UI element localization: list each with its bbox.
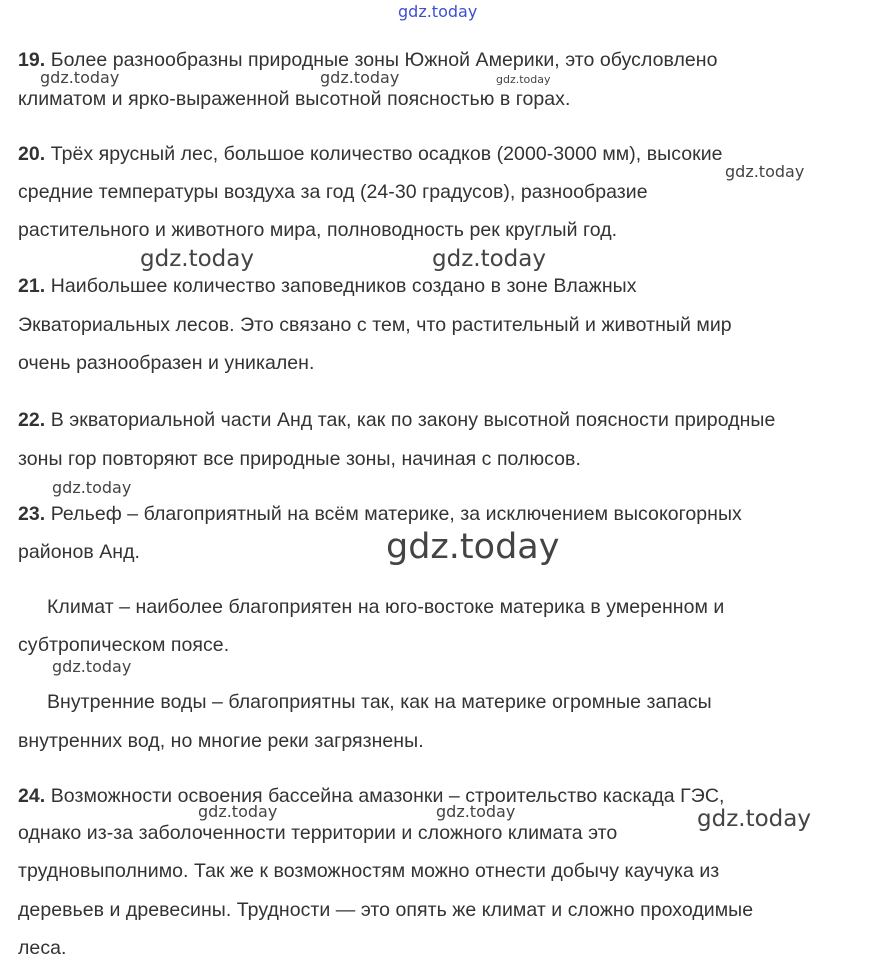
answer-20-line-3: растительного и животного мира, полноводность рек круглый год. xyxy=(18,219,618,241)
answer-20-line-1 xyxy=(18,142,723,166)
answer-20-line-2: средние температуры воздуха за год (24-30 градусов), разнообразие xyxy=(18,181,648,203)
answer-23-waters-line-1: Внутренние воды – благоприятны так, как на материке огромные запасы xyxy=(47,691,712,713)
watermark-text: gdz.today xyxy=(52,478,132,497)
answer-text: Трёх ярусный лес, большое количество осадков (2000-3000 мм), высокие xyxy=(50,143,723,165)
answer-24-line-2: однако из-за заболоченности территории и сложного климата это xyxy=(18,822,618,844)
watermark-text: gdz.today xyxy=(436,802,516,821)
watermark-text: gdz.today xyxy=(697,806,811,832)
answer-text: В экваториальной части Анд так, как по закону высотной поясности природные xyxy=(50,409,776,431)
answer-24-line-4: деревьев и древесины. Трудности — это опять же климат и сложно проходимые xyxy=(18,899,754,921)
watermark-text: gdz.today xyxy=(320,68,400,87)
watermark-text: gdz.today xyxy=(140,246,254,272)
answer-21-line-1 xyxy=(18,274,637,298)
answer-23-waters-line-2: внутренних вод, но многие реки загрязнены. xyxy=(18,730,424,752)
answer-number: 22. xyxy=(18,409,46,431)
watermark-text: gdz.today xyxy=(386,527,560,567)
watermark-text: gdz.today xyxy=(198,802,278,821)
answer-text: Возможности освоения бассейна амазонки – строительство каскада ГЭС, xyxy=(50,785,725,807)
answer-24-line-1 xyxy=(18,784,724,808)
answer-number: 23. xyxy=(18,503,46,525)
answer-number: 21. xyxy=(18,275,46,297)
watermark-text: gdz.today xyxy=(398,2,478,21)
answer-21-line-2: Экваториальных лесов. Это связано с тем, что растительный и животный мир xyxy=(18,314,732,336)
answer-23-climate-line-1: Климат – наиболее благоприятен на юго-востоке материка в умеренном и xyxy=(47,596,725,618)
answer-text: Наибольшее количество заповедников создано в зоне Влажных xyxy=(50,275,637,297)
answer-19-line-2: климатом и ярко-выраженной высотной поясностью в горах. xyxy=(18,88,571,110)
watermark-text: gdz.today xyxy=(725,162,805,181)
watermark-text: gdz.today xyxy=(432,246,546,272)
answer-21-line-3: очень разнообразен и уникален. xyxy=(18,352,315,374)
answer-22-line-2: зоны гор повторяют все природные зоны, начиная с полюсов. xyxy=(18,448,581,470)
answer-23-climate-line-2: субтропическом поясе. xyxy=(18,634,230,656)
answer-23-line-1 xyxy=(18,502,742,526)
answer-23-line-2: районов Анд. xyxy=(18,541,140,563)
answer-22-line-1 xyxy=(18,408,775,432)
answer-number: 20. xyxy=(18,143,46,165)
answer-number: 19. xyxy=(18,49,46,71)
answer-text: Рельеф – благоприятный на всём материке, за исключением высокогорных xyxy=(50,503,742,525)
answer-number: 24. xyxy=(18,785,46,807)
watermark-text: gdz.today xyxy=(40,68,120,87)
answer-24-line-5: леса. xyxy=(18,937,67,959)
answer-text: Более разнообразны природные зоны Южной Америки, это обусловлено xyxy=(50,49,718,71)
watermark-text: gdz.today xyxy=(52,657,132,676)
watermark-text: gdz.today xyxy=(496,73,551,86)
answer-24-line-3: трудновыполнимо. Так же к возможностям можно отнести добычу каучука из xyxy=(18,860,720,882)
